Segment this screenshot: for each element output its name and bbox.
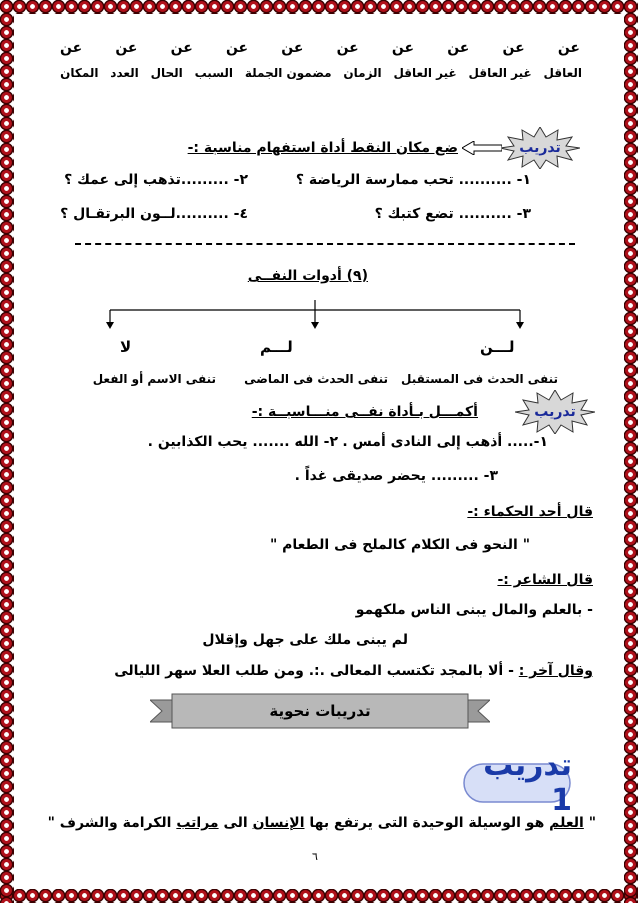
negation-desc-future: تنفى الحدث فى المستقبل <box>401 372 558 386</box>
header-an: عن <box>115 40 138 56</box>
header-an-row <box>60 40 580 56</box>
header-an: عن <box>447 40 470 56</box>
header-an: عن <box>170 40 193 56</box>
header-word: الزمان <box>343 66 382 80</box>
final-quote-mid2: الى <box>218 815 253 831</box>
final-quote-open: " <box>583 815 596 831</box>
page-number: ٦ <box>312 850 318 863</box>
header-an: عن <box>336 40 359 56</box>
exercise1-q3: ٣- .......... تضع كتبك ؟ <box>374 206 531 222</box>
final-quote-word2: الإنسان <box>252 815 305 831</box>
poet-other-label: وقال آخر : <box>518 663 593 679</box>
exercise2-q2: ٢- الله ....... يحب الكذابين . <box>147 434 338 450</box>
exercise1-q4: ٤- ..........لــون البرتقـال ؟ <box>60 206 248 222</box>
training-badge <box>462 748 572 818</box>
header-word: الحال <box>150 66 183 80</box>
poet-other <box>114 663 593 679</box>
final-quote <box>48 815 596 831</box>
section-banner <box>150 690 490 732</box>
page-border-top <box>0 0 638 14</box>
divider <box>75 243 575 245</box>
header-an: عن <box>391 40 415 56</box>
poet-other-text: - ألا بالمجد تكتسب المعالى .:. ومن طلب العلا سهر الليالى <box>114 663 519 679</box>
negation-desc-past: تنفى الحدث فى الماضى <box>244 372 388 386</box>
header-word: مضمون الجملة <box>244 66 332 80</box>
final-quote-mid: هو الوسيلة الوحيدة التى يرتفع بها <box>304 815 550 831</box>
wise-quote: " النحو فى الكلام كالملح فى الطعام " <box>269 537 530 553</box>
wise-heading: قال أحد الحكماء :- <box>467 504 593 520</box>
negation-title: (٩) أدوات النفــى <box>247 268 368 284</box>
page-border-left <box>0 0 14 903</box>
header-an: عن <box>225 40 249 56</box>
header-word: غير العاقل <box>468 66 532 80</box>
page-border-right <box>624 0 638 903</box>
exercise1-title: ضع مكان النقط أداة استفهام مناسبة :- <box>187 140 458 156</box>
header-an: عن <box>557 40 580 56</box>
final-quote-end: الكرامة والشرف " <box>47 815 177 831</box>
exercise2-q1: ١-..... أذهب إلى النادى أمس . <box>342 434 548 450</box>
page-border-bottom <box>0 889 638 903</box>
final-quote-word: العلم <box>549 815 584 831</box>
negation-tool-lan: لـــن <box>480 338 515 356</box>
exercise1-q1: ١- .......... تحب ممارسة الرياضة ؟ <box>295 172 531 188</box>
negation-tool-lam: لـــم <box>260 338 293 356</box>
poet-heading: قال الشاعر :- <box>497 572 593 588</box>
header-word: غير العاقل <box>393 66 457 80</box>
negation-tree-diagram <box>100 300 530 330</box>
header-word: العاقل <box>543 66 582 80</box>
exercise2-title: أكمـــل بـأداة نفــى منـــاسبــة :- <box>251 404 478 420</box>
exercise1-q2: ٢- .........تذهب إلى عمك ؟ <box>64 172 248 188</box>
section-banner-label: تدريبات نحوية <box>269 702 371 720</box>
negation-tool-la: لا <box>120 338 132 356</box>
arrow-left-icon <box>462 141 502 155</box>
header-word: المكان <box>60 66 99 80</box>
exercise2-badge <box>515 390 595 434</box>
final-quote-word3: مراتب <box>176 815 219 831</box>
training-badge-label: تدريب 1 <box>483 748 572 818</box>
header-an: عن <box>281 40 304 56</box>
negation-desc-noun-verb: تنفى الاسم أو الفعل <box>92 372 216 386</box>
exercise-badge-label: تدريب <box>519 140 561 156</box>
exercise-badge <box>500 127 580 169</box>
header-word: العدد <box>110 66 139 80</box>
exercise2-q3: ٣- ......... يحضر صديقى غداً . <box>294 468 498 484</box>
header-word: السبب <box>194 66 234 80</box>
poet-line1: - بالعلم والمال يبنى الناس ملكهمو <box>355 602 593 618</box>
exercise2-badge-label: تدريب <box>534 404 576 420</box>
header-an: عن <box>502 40 525 56</box>
poet-line2: لم يبنى ملك على جهل وإقلال <box>202 632 408 648</box>
header-an: عن <box>60 40 83 56</box>
header-words-row <box>60 66 582 80</box>
